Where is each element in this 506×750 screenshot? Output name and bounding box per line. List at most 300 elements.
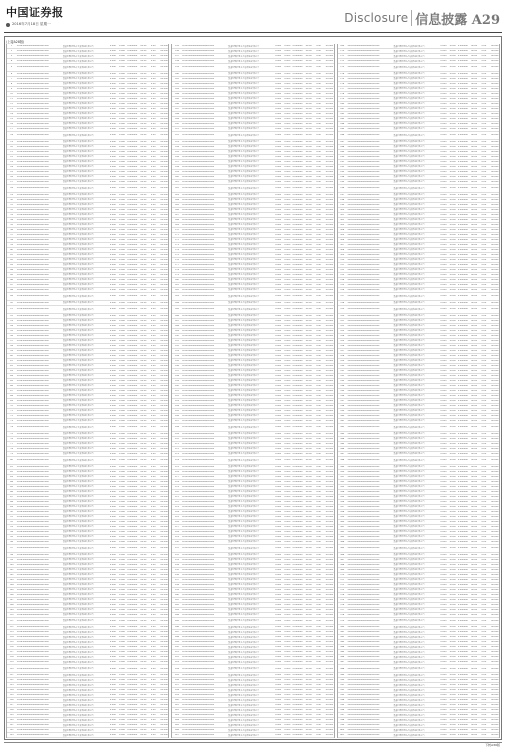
table-cell: 00.00 xyxy=(305,334,312,337)
table-cell: 398 xyxy=(340,719,345,722)
table-cell: 0.000 xyxy=(284,459,291,462)
table-cell: 0.000000 xyxy=(292,714,303,717)
table-row xyxy=(172,424,333,432)
table-cell: 3 xyxy=(10,55,13,57)
table-cell: 0.000 xyxy=(449,684,456,687)
table-cell: 311 xyxy=(340,263,345,266)
table-cell: 0.000 xyxy=(109,631,116,634)
table-cell: 基金份额持有人大会表决结果公告 xyxy=(228,443,260,446)
table-cell: 0.000000 xyxy=(292,97,303,100)
table-cell: 0.000 xyxy=(284,674,291,677)
table-cell: 2016-0000000000000000-000 xyxy=(16,175,49,178)
table-cell: 0.000000 xyxy=(292,150,303,153)
table-cell: 0.000 xyxy=(449,50,456,52)
table-cell: 0.00 xyxy=(150,656,156,659)
table-cell: 00.000 xyxy=(325,213,334,216)
table-cell: 0.000 xyxy=(109,404,116,407)
table-cell: 0.00 xyxy=(150,258,156,261)
table-cell: 0.000 xyxy=(284,155,291,158)
table-cell: 00.000 xyxy=(160,699,168,702)
table-cell: 161 xyxy=(174,180,179,183)
table-cell: 基金份额持有人大会表决结果公告 xyxy=(62,631,94,634)
table-cell: 297 xyxy=(340,193,345,196)
table-cell: 0.00 xyxy=(316,426,321,429)
table-cell: 0.00 xyxy=(150,510,156,513)
table-cell: 基金份额持有人大会表决结果公告 xyxy=(62,279,94,282)
table-cell: 00.00 xyxy=(140,631,147,634)
table-cell: 0.00 xyxy=(316,301,321,304)
table-cell: 239 xyxy=(174,588,179,591)
table-cell: 00.00 xyxy=(305,465,312,468)
table-cell: 基金份额持有人大会表决结果公告 xyxy=(228,400,260,403)
table-cell: 2016-0000000000000000-000 xyxy=(16,608,49,611)
table-cell: 基金份额持有人大会表决结果公告 xyxy=(62,620,94,623)
table-cell: 0.000 xyxy=(449,160,456,163)
table-cell: 0.00 xyxy=(316,525,321,528)
table-cell: 00.00 xyxy=(140,193,147,196)
table-cell: 基金份额持有人大会表决结果公告 xyxy=(62,335,94,338)
table-cell: 2016-0000000000000000-000 xyxy=(347,314,380,317)
table-cell: 393 xyxy=(340,694,345,697)
table-cell: 0.00 xyxy=(481,170,487,173)
table-cell: 88 xyxy=(10,500,13,503)
table-cell: 2016-0000000000000000-000 xyxy=(182,160,215,163)
table-cell: 0.00 xyxy=(150,547,156,550)
table-cell: 00.000 xyxy=(325,198,334,201)
table-cell: 0.000000 xyxy=(292,248,303,251)
table-cell: 00.00 xyxy=(471,465,478,468)
table-cell: 0.00 xyxy=(150,344,156,347)
table-cell: 0.000 xyxy=(109,334,116,337)
table-cell: 0.000000 xyxy=(127,87,138,90)
table-cell: 0.000 xyxy=(275,389,282,392)
table-cell: 0.00 xyxy=(150,426,156,429)
table-cell: 0.000000 xyxy=(292,278,303,281)
table-cell: 0.000 xyxy=(109,187,116,190)
table-cell: 2016-0000000000000000-000 xyxy=(347,208,380,211)
table-cell: 0.000000 xyxy=(127,288,138,291)
table-cell: 0.000000 xyxy=(457,588,468,591)
table-cell: 2016-0000000000000000-000 xyxy=(347,578,380,581)
table-cell: 0.000 xyxy=(119,379,125,382)
table-cell: 00.000 xyxy=(325,278,334,281)
table-cell: 0.000 xyxy=(284,409,291,412)
table-cell: 2016-0000000000000000-000 xyxy=(347,709,380,712)
table-cell: 00.00 xyxy=(471,515,478,518)
table-cell: 0.00 xyxy=(150,228,156,231)
table-cell: 0.000 xyxy=(119,140,125,143)
table-cell: 0.000000 xyxy=(292,540,303,543)
table-cell: 2016-0000000000000000-000 xyxy=(182,619,215,622)
table-cell: 0.000000 xyxy=(457,598,468,601)
table-cell: 342 xyxy=(340,426,345,429)
table-cell: 00.000 xyxy=(160,379,168,382)
table-cell: 00.00 xyxy=(140,379,147,382)
table-cell: 2016-0000000000000000-000 xyxy=(347,145,380,148)
table-cell: 基金份额持有人大会表决结果公告 xyxy=(393,579,425,581)
table-cell: 00.00 xyxy=(305,719,312,722)
table-cell: 2016-0000000000000000-000 xyxy=(16,661,49,664)
table-cell: 0.000000 xyxy=(457,394,468,397)
table-cell: 00.000 xyxy=(325,319,334,322)
table-cell: 0.000 xyxy=(275,349,282,352)
table-cell: 0.00 xyxy=(150,349,156,352)
table-cell: 95 xyxy=(10,535,13,538)
table-cell: 0.00 xyxy=(316,160,321,163)
table-cell: 00.000 xyxy=(325,218,334,221)
table-cell: 基金份额持有人大会表决结果公告 xyxy=(62,641,94,644)
table-cell: 0.000000 xyxy=(292,414,303,417)
table-cell: 00.000 xyxy=(325,107,334,110)
table-cell: 00.000 xyxy=(160,495,168,498)
table-cell: 00.000 xyxy=(325,364,334,367)
table-cell: 基金份额持有人大会表决结果公告 xyxy=(228,526,260,529)
table-cell: 0.000 xyxy=(449,558,456,561)
table-cell: 0.000 xyxy=(119,117,125,120)
table-cell: 00.000 xyxy=(160,334,168,337)
table-cell: 0.00 xyxy=(150,470,156,473)
table-cell: 基金份额持有人大会表决结果公告 xyxy=(393,45,425,48)
table-cell: 0.00 xyxy=(316,273,321,276)
table-cell: 2016-0000000000000000-000 xyxy=(347,228,380,231)
table-cell: 00.000 xyxy=(491,641,499,644)
table-cell: 基金份额持有人大会表决结果公告 xyxy=(393,694,425,697)
table-cell: 00.00 xyxy=(471,593,478,596)
table-cell: 154 xyxy=(174,145,179,148)
table-cell: 00.00 xyxy=(305,127,312,130)
table-cell: 0.000 xyxy=(119,399,125,402)
table-cell: 0.00 xyxy=(150,394,156,397)
table-cell: 基金份额持有人大会表决结果公告 xyxy=(228,113,260,116)
table-cell: 0.000000 xyxy=(457,636,468,639)
table-cell: 262 xyxy=(174,709,179,712)
table-cell: 0.000000 xyxy=(457,714,468,717)
table-cell: 00.000 xyxy=(325,719,334,722)
table-cell: 0.000000 xyxy=(457,719,468,722)
table-cell: 00.000 xyxy=(160,92,168,95)
table-cell: 00.00 xyxy=(140,656,147,659)
table-cell: 0.00 xyxy=(316,578,321,581)
table-cell: 2016-0000000000000000-000 xyxy=(16,314,49,317)
table-cell: 基金份额持有人大会表决结果公告 xyxy=(228,365,260,368)
table-cell: 00.000 xyxy=(491,520,499,523)
table-cell: 0.000 xyxy=(449,432,456,435)
table-cell: 00.00 xyxy=(471,223,478,226)
table-cell: 0.000 xyxy=(449,525,456,528)
section-brand xyxy=(344,9,500,27)
table-cell: 0.000 xyxy=(119,459,125,462)
table-cell: 00.00 xyxy=(140,198,147,201)
table-cell: 0.000 xyxy=(440,155,447,158)
table-cell: 00.00 xyxy=(305,112,312,115)
table-cell: 2016-0000000000000000-000 xyxy=(347,218,380,221)
table-cell: 0.00 xyxy=(150,160,156,163)
table-cell: 00.00 xyxy=(471,661,478,664)
table-cell: 0.000 xyxy=(440,553,447,556)
table-cell: 基金份额持有人大会表决结果公告 xyxy=(62,584,94,586)
table-cell: 120 xyxy=(9,667,14,670)
table-cell: 62 xyxy=(10,364,13,367)
table-cell: 基金份额持有人大会表决结果公告 xyxy=(228,656,260,659)
table-cell: 2016-0000000000000000-000 xyxy=(16,432,49,435)
table-cell: 271 xyxy=(340,55,345,57)
table-cell: 133 xyxy=(9,734,14,737)
table-cell: 基金份额持有人大会表决结果公告 xyxy=(393,187,425,190)
table-cell: 28 xyxy=(10,187,13,190)
table-cell: 基金份额持有人大会表决结果公告 xyxy=(393,511,425,514)
table-cell: 00.000 xyxy=(491,500,499,503)
table-cell: 2016-0000000000000000-000 xyxy=(182,442,215,445)
table-cell: 0.000000 xyxy=(127,344,138,347)
table-cell: 00.00 xyxy=(471,553,478,556)
table-cell: 0.00 xyxy=(316,145,321,148)
table-cell: 基金份额持有人大会表决结果公告 xyxy=(228,350,260,353)
table-cell: 0.000 xyxy=(440,283,447,286)
table-cell: 0.00 xyxy=(150,588,156,591)
table-cell: 0.000000 xyxy=(127,218,138,221)
table-cell: 0.000000 xyxy=(127,268,138,271)
table-cell: 0.00 xyxy=(481,525,487,528)
table-cell: 0.000 xyxy=(449,344,456,347)
table-cell: 00.000 xyxy=(325,102,334,105)
table-cell: 0.000000 xyxy=(127,349,138,352)
table-cell: 71 xyxy=(10,409,13,412)
table-cell: 00.000 xyxy=(160,419,168,422)
table-cell: 基金份额持有人大会表决结果公告 xyxy=(228,103,260,106)
table-cell: 00.000 xyxy=(491,480,499,483)
table-cell: 00.00 xyxy=(305,470,312,473)
table-cell: 2016-0000000000000000-000 xyxy=(347,324,380,327)
table-cell: 0.00 xyxy=(150,409,156,412)
table-cell: 385 xyxy=(340,651,345,654)
table-cell: 121 xyxy=(9,674,14,677)
table-cell: 00.000 xyxy=(160,134,168,137)
table-cell: 0.000 xyxy=(275,295,282,298)
table-cell: 291 xyxy=(340,160,345,163)
table-cell: 00.000 xyxy=(325,547,334,550)
table-cell: 72 xyxy=(10,414,13,417)
table-cell: 302 xyxy=(340,218,345,221)
table-cell: 0.000 xyxy=(119,485,125,488)
table-cell: 00.000 xyxy=(325,263,334,266)
table-cell: 0.000 xyxy=(440,578,447,581)
table-cell: 383 xyxy=(340,641,345,644)
table-cell: 0.00 xyxy=(150,661,156,664)
table-cell: 2016-0000000000000000-000 xyxy=(182,50,215,52)
table-cell: 0.000 xyxy=(119,510,125,513)
table-cell: 基金份额持有人大会表决结果公告 xyxy=(393,93,425,96)
table-cell: 0.000 xyxy=(109,180,116,183)
table-cell: 0.00 xyxy=(150,608,156,611)
table-cell: 2016-0000000000000000-000 xyxy=(16,283,49,286)
table-cell: 321 xyxy=(340,319,345,322)
table-cell: 基金份额持有人大会表决结果公告 xyxy=(62,259,94,262)
table-cell: 0.000 xyxy=(275,684,282,687)
table-row xyxy=(172,306,333,314)
table-cell: 00.00 xyxy=(471,530,478,533)
table-cell: 0.000000 xyxy=(292,374,303,377)
table-cell: 0.00 xyxy=(150,150,156,153)
table-cell: 0.000 xyxy=(119,258,125,261)
table-cell: 0.000 xyxy=(449,414,456,417)
table-cell: 0.000 xyxy=(449,540,456,543)
table-cell: 60 xyxy=(10,354,13,357)
table-cell: 0.00 xyxy=(316,122,321,125)
table-cell: 0.000000 xyxy=(457,651,468,654)
table-cell: 144 xyxy=(174,92,179,95)
table-cell: 347 xyxy=(340,452,345,455)
table-cell: 2016-0000000000000000-000 xyxy=(347,66,380,69)
table-cell: 0.000 xyxy=(275,598,282,601)
table-cell: 0.000 xyxy=(109,288,116,291)
table-cell: 388 xyxy=(340,667,345,670)
table-cell: 基金份额持有人大会表决结果公告 xyxy=(62,385,94,388)
table-cell: 0.000000 xyxy=(292,122,303,125)
table-cell: 193 xyxy=(174,349,179,352)
table-cell: 106 xyxy=(9,593,14,596)
table-cell: 0.000000 xyxy=(457,117,468,120)
table-cell: 基金份额持有人大会表决结果公告 xyxy=(62,501,94,504)
table-cell: 00.000 xyxy=(160,117,168,120)
table-cell: 00.000 xyxy=(491,414,499,417)
table-cell: 00.00 xyxy=(140,613,147,616)
table-cell: 0.00 xyxy=(150,535,156,538)
table-cell: 00.000 xyxy=(491,228,499,231)
table-cell: 2016-0000000000000000-000 xyxy=(182,646,215,649)
table-cell: 基金份额持有人大会表决结果公告 xyxy=(228,554,260,556)
table-cell: 00.00 xyxy=(140,295,147,298)
table-cell: 基金份额持有人大会表决结果公告 xyxy=(228,315,260,318)
table-cell: 0.000 xyxy=(109,495,116,498)
table-cell: 34 xyxy=(10,218,13,221)
table-cell: 00.00 xyxy=(305,709,312,712)
table-cell: 基金份额持有人大会表决结果公告 xyxy=(62,98,94,101)
table-cell: 基金份额持有人大会表决结果公告 xyxy=(393,614,425,616)
table-cell: 0.000 xyxy=(449,77,456,80)
table-cell: 0.000 xyxy=(440,626,447,629)
table-cell: 285 xyxy=(340,127,345,130)
table-cell: 00.000 xyxy=(325,117,334,120)
table-cell: 0.000000 xyxy=(457,344,468,347)
table-cell: 2016-0000000000000000-000 xyxy=(347,170,380,173)
table-cell: 155 xyxy=(174,150,179,153)
table-cell: 基金份额持有人大会表决结果公告 xyxy=(62,531,94,534)
table-cell: 0.000 xyxy=(440,228,447,231)
table-cell: 0.000 xyxy=(284,150,291,153)
table-cell: 35 xyxy=(10,223,13,226)
table-cell: 0.000000 xyxy=(127,563,138,566)
table-cell: 0.000000 xyxy=(292,66,303,69)
table-cell: 00.00 xyxy=(305,573,312,576)
table-cell: 2016-0000000000000000-000 xyxy=(182,140,215,143)
table-cell: 00.000 xyxy=(160,729,168,732)
table-cell: 109 xyxy=(9,608,14,611)
table-cell: 2016-0000000000000000-000 xyxy=(16,694,49,697)
table-cell: 51 xyxy=(10,308,13,311)
table-cell: 0.000 xyxy=(275,77,282,80)
table-cell: 0.000 xyxy=(284,447,291,450)
table-cell: 00.000 xyxy=(491,724,499,727)
table-cell: 2016-0000000000000000-000 xyxy=(182,588,215,591)
table-cell: 0.000000 xyxy=(292,394,303,397)
table-cell: 00.00 xyxy=(471,384,478,387)
table-cell: 00.00 xyxy=(305,661,312,664)
table-cell: 00.00 xyxy=(140,426,147,429)
table-cell: 00.00 xyxy=(305,324,312,327)
table-cell: 2016-0000000000000000-000 xyxy=(182,667,215,670)
table-cell: 0.000 xyxy=(109,465,116,468)
table-cell: 2016-0000000000000000-000 xyxy=(182,547,215,550)
table-cell: 0.000 xyxy=(440,495,447,498)
table-cell: 180 xyxy=(174,278,179,281)
table-cell: 0.000 xyxy=(275,437,282,440)
table-cell: 0.000000 xyxy=(457,107,468,110)
table-cell: 0.00 xyxy=(316,568,321,571)
table-cell: 00.00 xyxy=(305,107,312,110)
table-cell: 0.000 xyxy=(119,588,125,591)
table-cell: 0.00 xyxy=(150,679,156,682)
table-cell: 0.000000 xyxy=(457,563,468,566)
table-cell: 0.00 xyxy=(481,134,487,137)
table-cell: 0.000000 xyxy=(457,77,468,80)
table-cell: 0.000 xyxy=(440,233,447,236)
table-cell: 0.00 xyxy=(316,60,321,62)
table-cell: 0.00 xyxy=(316,155,321,158)
table-cell: 0.000 xyxy=(109,515,116,518)
table-cell: 0.000000 xyxy=(292,107,303,110)
table-cell: 0.000 xyxy=(119,714,125,717)
table-cell: 基金份额持有人大会表决结果公告 xyxy=(393,302,425,305)
table-cell: 0.000 xyxy=(109,140,116,143)
table-cell: 0.000 xyxy=(449,641,456,644)
table-cell: 0.000 xyxy=(284,324,291,327)
table-cell: 00.00 xyxy=(305,674,312,677)
table-cell: 00.00 xyxy=(140,122,147,125)
table-cell: 基金份额持有人大会表决结果公告 xyxy=(228,370,260,373)
table-cell: 0.000 xyxy=(440,568,447,571)
table-cell: 0.000 xyxy=(284,369,291,372)
table-cell: 0.000 xyxy=(284,82,291,85)
table-cell: 00.00 xyxy=(471,447,478,450)
table-cell: 00.000 xyxy=(491,369,499,372)
table-cell: 2016-0000000000000000-000 xyxy=(347,263,380,266)
table-cell: 0.000 xyxy=(275,475,282,478)
table-cell: 0.00 xyxy=(316,263,321,266)
table-cell: 0.000 xyxy=(119,674,125,677)
table-cell: 0.000 xyxy=(440,432,447,435)
table-cell: 0.000 xyxy=(275,447,282,450)
table-cell: 0.000 xyxy=(284,553,291,556)
table-cell: 0.000000 xyxy=(127,679,138,682)
table-cell: 00.000 xyxy=(491,283,499,286)
table-cell: 287 xyxy=(340,140,345,143)
table-cell: 0.000 xyxy=(449,155,456,158)
table-cell: 195 xyxy=(174,359,179,362)
table-cell: 0.000000 xyxy=(457,432,468,435)
table-cell: 2016-0000000000000000-000 xyxy=(16,729,49,732)
table-cell: 0.00 xyxy=(481,704,487,707)
table-cell: 00.00 xyxy=(305,490,312,493)
table-cell: 00.000 xyxy=(160,540,168,543)
table-cell: 2016-0000000000000000-000 xyxy=(16,724,49,727)
table-cell: 基金份额持有人大会表决结果公告 xyxy=(393,709,425,712)
table-cell: 00.000 xyxy=(491,107,499,110)
table-cell: 0.00 xyxy=(316,573,321,576)
table-cell: 00.00 xyxy=(305,170,312,173)
table-cell: 00.00 xyxy=(305,102,312,105)
table-cell: 00.00 xyxy=(305,598,312,601)
table-cell: 0.000 xyxy=(109,60,116,62)
